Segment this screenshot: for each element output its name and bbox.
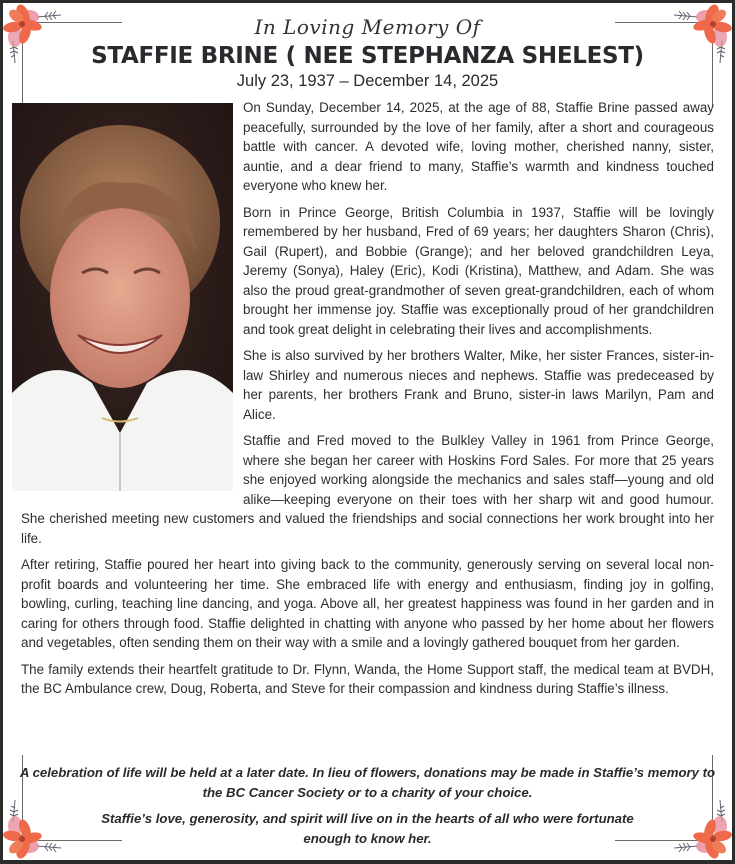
body-paragraph: Staffie and Fred moved to the Bulkley Valley in 1961 from Prince George, where she began her career with Hoskins Ford Sales. For more that 25 years she enjoyed working alongside the mechanics and sales staff—young and old alike—keeping everyone on their toes with her sharp wit and good humour. She cherished meeting new customers and valued the friendships and social connections her work brought into her life.: [21, 433, 714, 546]
body-paragraph: After retiring, Staffie poured her heart into giving back to the community, generously serving on several local non-profit boards and volunteering her time. She embraced life with energy and enthusiasm, finding joy in golfing, bowling, curling, teaching line dancing, and yoga. Above all, her greatest happiness was found in her garden and in caring for others through food. Staffie delighted in chatting with anyone who passed by her home about her flowers and vegetables, often sending them on their way with a smile and a lovingly gathered bouquet from her garden.: [21, 557, 714, 650]
life-dates: July 23, 1937 – December 14, 2025: [236, 72, 499, 90]
closing-notes: [13, 763, 722, 855]
body-paragraph: Born in Prince George, British Columbia in 1937, Staffie will be lovingly remembered by her husband, Fred of 69 years; her daughters Sharon (Chris), Gail (Rupert), and Bobbie (Grange); and her beloved grandchildren Leya, Jeremy (Sonya), Haley (Eric), Kodi (Kristina), Matthew, and Adam. She was also the proud great-grandmother of seven great-grandchildren, each of whom brought her immense joy. Staffie was exceptionally proud of her grandchildren and took great delight in celebrating their lives and accomplishments.: [243, 204, 714, 337]
celebration-notice: A celebration of life will be held at a later date. In lieu of flowers, donations may be made in Staffie’s memory to the BC Cancer Society or to a charity of your choice.: [19, 765, 716, 800]
body-paragraph: The family extends their heartfelt gratitude to Dr. Flynn, Wanda, the Home Support staff, the medical team at BVDH, the BC Ambulance crew, Doug, Roberta, and Steve for their compassion and kindness during Staffie’s illness.: [21, 661, 714, 696]
in-loving-memory-heading: In Loving Memory Of: [254, 15, 481, 39]
body-paragraph: On Sunday, December 14, 2025, at the age of 88, Staffie Brine passed away peacefully, surrounded by the love of her family, after a short and courageous battle with cancer. A devoted wife, loving mother, cherished nanny, sister, auntie, and a dear friend to many, Staffie’s warmth and kindness touched everyone who knew her.: [243, 100, 714, 193]
deceased-name: STAFFIE BRINE ( NEE STEPHANZA SHELEST): [91, 43, 644, 69]
obituary-body: [21, 98, 714, 706]
tribute-line: Staffie’s love, generosity, and spirit will live on in the hearts of all who were fortunate enough to know her.: [101, 811, 634, 846]
obituary-page: [3, 3, 732, 860]
body-paragraph: She is also survived by her brothers Walter, Mike, her sister Frances, sister-in-law Shirley and numerous nieces and nephews. Staffie was predeceased by her parents, her brothers Frank and Bruno, sister-in laws Marilyn, Pam and Alice.: [243, 348, 714, 422]
photo-spacer: [21, 98, 243, 490]
